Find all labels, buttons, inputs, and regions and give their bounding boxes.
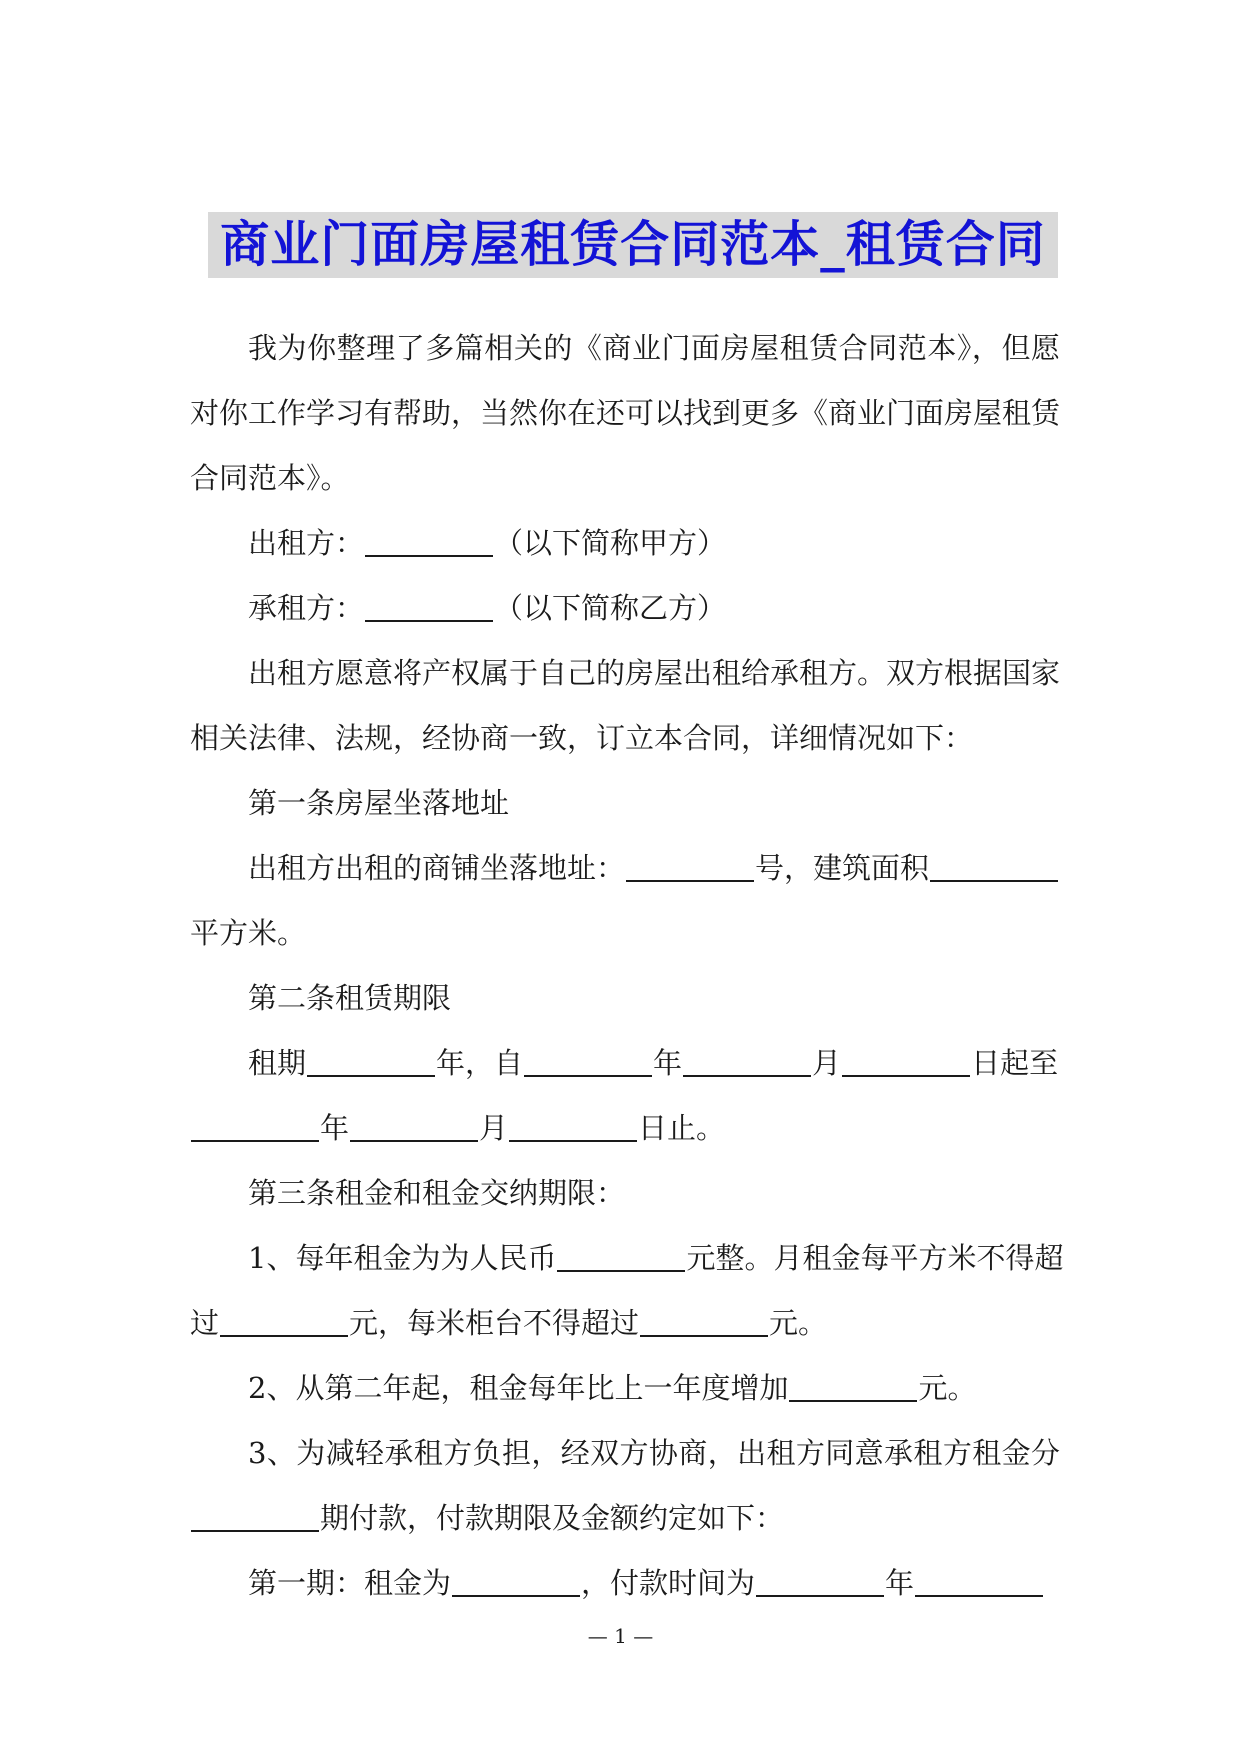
- rent-text: 元，每米柜台不得超过: [349, 1306, 640, 1340]
- rent-text: 元整。月租金每平方米不得超: [686, 1241, 1064, 1275]
- rent-text: 元。: [918, 1371, 977, 1405]
- lessor-suffix: （以下简称甲方）: [494, 526, 727, 560]
- lessor-line: [190, 511, 1060, 576]
- lessor-label: 出租方：: [248, 526, 365, 560]
- installment1-month-blank[interactable]: [915, 1566, 1043, 1597]
- day-text: 日起至: [971, 1046, 1059, 1080]
- page-number: — 1 —: [587, 1624, 654, 1648]
- rent-item1-line: [190, 1226, 1064, 1291]
- rent-text: 1、每年租金为为人民币: [248, 1241, 557, 1275]
- month-text: 月: [479, 1111, 509, 1145]
- counter-rent-cap-blank[interactable]: [640, 1306, 768, 1337]
- end-day-blank[interactable]: [509, 1111, 637, 1142]
- lease-end-line: [190, 1096, 1060, 1161]
- intro-paragraph-line: 我为你整理了多篇相关的《商业门面房屋租赁合同范本》，但愿: [248, 331, 1060, 365]
- article2-heading: 第二条租赁期限: [248, 981, 452, 1015]
- intro-paragraph-line: 对你工作学习有帮助，当然你在还可以找到更多《商业门面房屋租赁: [190, 396, 1061, 430]
- rent-item2-line: [190, 1356, 1060, 1421]
- installment-text: 第一期：租金为: [248, 1566, 452, 1600]
- area-blank[interactable]: [930, 851, 1058, 882]
- monthly-rent-cap-blank[interactable]: [220, 1306, 348, 1337]
- area-label: 号，建筑面积: [755, 851, 930, 885]
- annual-rent-blank[interactable]: [557, 1241, 685, 1272]
- installments-blank[interactable]: [191, 1501, 319, 1532]
- lessee-suffix: （以下简称乙方）: [494, 591, 727, 625]
- article1-address-line: [190, 836, 1060, 901]
- installment1-year-blank[interactable]: [756, 1566, 884, 1597]
- lease-term-line: [190, 1031, 1060, 1096]
- intro-paragraph-line: 合同范本》。: [190, 461, 350, 495]
- area-unit: 平方米。: [190, 916, 307, 950]
- installment1-amount-blank[interactable]: [452, 1566, 580, 1597]
- article1-heading: 第一条房屋坐落地址: [248, 786, 510, 820]
- month-text: 月: [812, 1046, 842, 1080]
- term-label: 租期: [248, 1046, 307, 1080]
- rent-item3-line: 3、为减轻承租方负担，经双方协商，出租方同意承租方租金分: [248, 1436, 1060, 1470]
- start-year-blank[interactable]: [524, 1046, 652, 1077]
- page-title: 商业门面房屋租赁合同范本_租赁合同: [220, 216, 1046, 273]
- year-text: 年: [653, 1046, 683, 1080]
- article3-heading: 第三条租金和租金交纳期限：: [248, 1176, 626, 1210]
- rent-item1-cont-line: [190, 1291, 1060, 1356]
- start-day-blank[interactable]: [842, 1046, 970, 1077]
- start-month-blank[interactable]: [683, 1046, 811, 1077]
- address-label: 出租方出租的商铺坐落地址：: [248, 851, 626, 885]
- lessee-name-blank[interactable]: [365, 591, 493, 622]
- lessee-label: 承租方：: [248, 591, 365, 625]
- term-text: 年，自: [436, 1046, 524, 1080]
- rent-text: 期付款，付款期限及金额约定如下：: [320, 1501, 785, 1535]
- lessee-line: [190, 576, 1060, 641]
- term-years-blank[interactable]: [307, 1046, 435, 1077]
- rent-text: 过: [190, 1306, 220, 1340]
- rent-item3-cont-line: [190, 1486, 1060, 1551]
- address-number-blank[interactable]: [626, 851, 754, 882]
- installment1-line: [190, 1551, 1060, 1616]
- rent-text: 元。: [769, 1306, 828, 1340]
- end-year-blank[interactable]: [191, 1111, 319, 1142]
- rent-text: 2、从第二年起，租金每年比上一年度增加: [248, 1371, 789, 1405]
- day-text: 日止。: [638, 1111, 726, 1145]
- year-text: 年: [320, 1111, 350, 1145]
- end-month-blank[interactable]: [350, 1111, 478, 1142]
- installment-text: ，付款时间为: [581, 1566, 756, 1600]
- installment-text: 年: [885, 1566, 915, 1600]
- document-body: [190, 316, 1064, 1616]
- preamble-line: 相关法律、法规，经协商一致，订立本合同，详细情况如下：: [190, 721, 974, 755]
- lessor-name-blank[interactable]: [365, 526, 493, 557]
- preamble-line: 出租方愿意将产权属于自己的房屋出租给承租方。双方根据国家: [248, 656, 1061, 690]
- rent-increase-blank[interactable]: [789, 1371, 917, 1402]
